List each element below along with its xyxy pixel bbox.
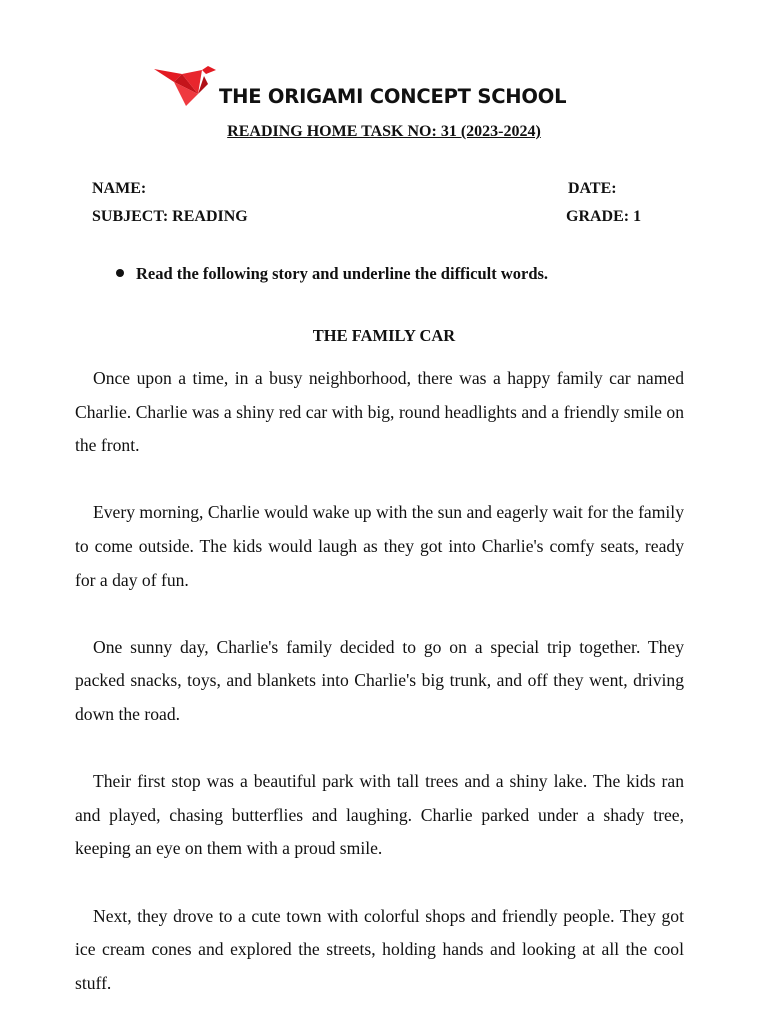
story-paragraph: Once upon a time, in a busy neighborhood, there was a happy family car named Charlie. Charlie was a shiny red car with big, round headlights and a friendly smile on the front.: [75, 368, 684, 456]
instruction-text: Read the following story and underline the difficult words.: [136, 264, 549, 283]
story-paragraph: One sunny day, Charlie's family decided to go on a special trip together. They packed snacks, toys, and blankets into Charlie's big trunk, and off they went, driving down the road.: [75, 636, 684, 724]
story-paragraph: Their first stop was a beautiful park with tall trees and a shiny lake. The kids ran and played, chasing butterflies and laughing. Charlie parked under a shady tree, keeping an eye on them with a proud smile.: [75, 771, 684, 859]
origami-bird-logo-icon: [152, 64, 218, 108]
subject-label: SUBJECT: READING: [92, 208, 248, 225]
grade-label: GRADE: 1: [566, 208, 642, 225]
instruction: [116, 264, 548, 284]
date-label: DATE:: [568, 180, 617, 197]
school-name: THE ORIGAMI CONCEPT SCHOOL: [219, 85, 567, 108]
task-title: READING HOME TASK NO: 31 (2023-2024): [227, 123, 541, 140]
story-title: THE FAMILY CAR: [312, 326, 456, 345]
story-paragraph: Next, they drove to a cute town with colorful shops and friendly people. They got ice cream cones and explored the streets, holding hands and looking at all the cool stuff.: [75, 905, 684, 993]
bullet-icon: [116, 269, 124, 277]
story-body: [75, 362, 684, 1034]
story-paragraph: Every morning, Charlie would wake up with the sun and eagerly wait for the family to come outside. The kids would laugh as they got into Charlie's comfy seats, ready for a day of fun.: [75, 502, 684, 590]
name-label: NAME:: [92, 180, 147, 197]
